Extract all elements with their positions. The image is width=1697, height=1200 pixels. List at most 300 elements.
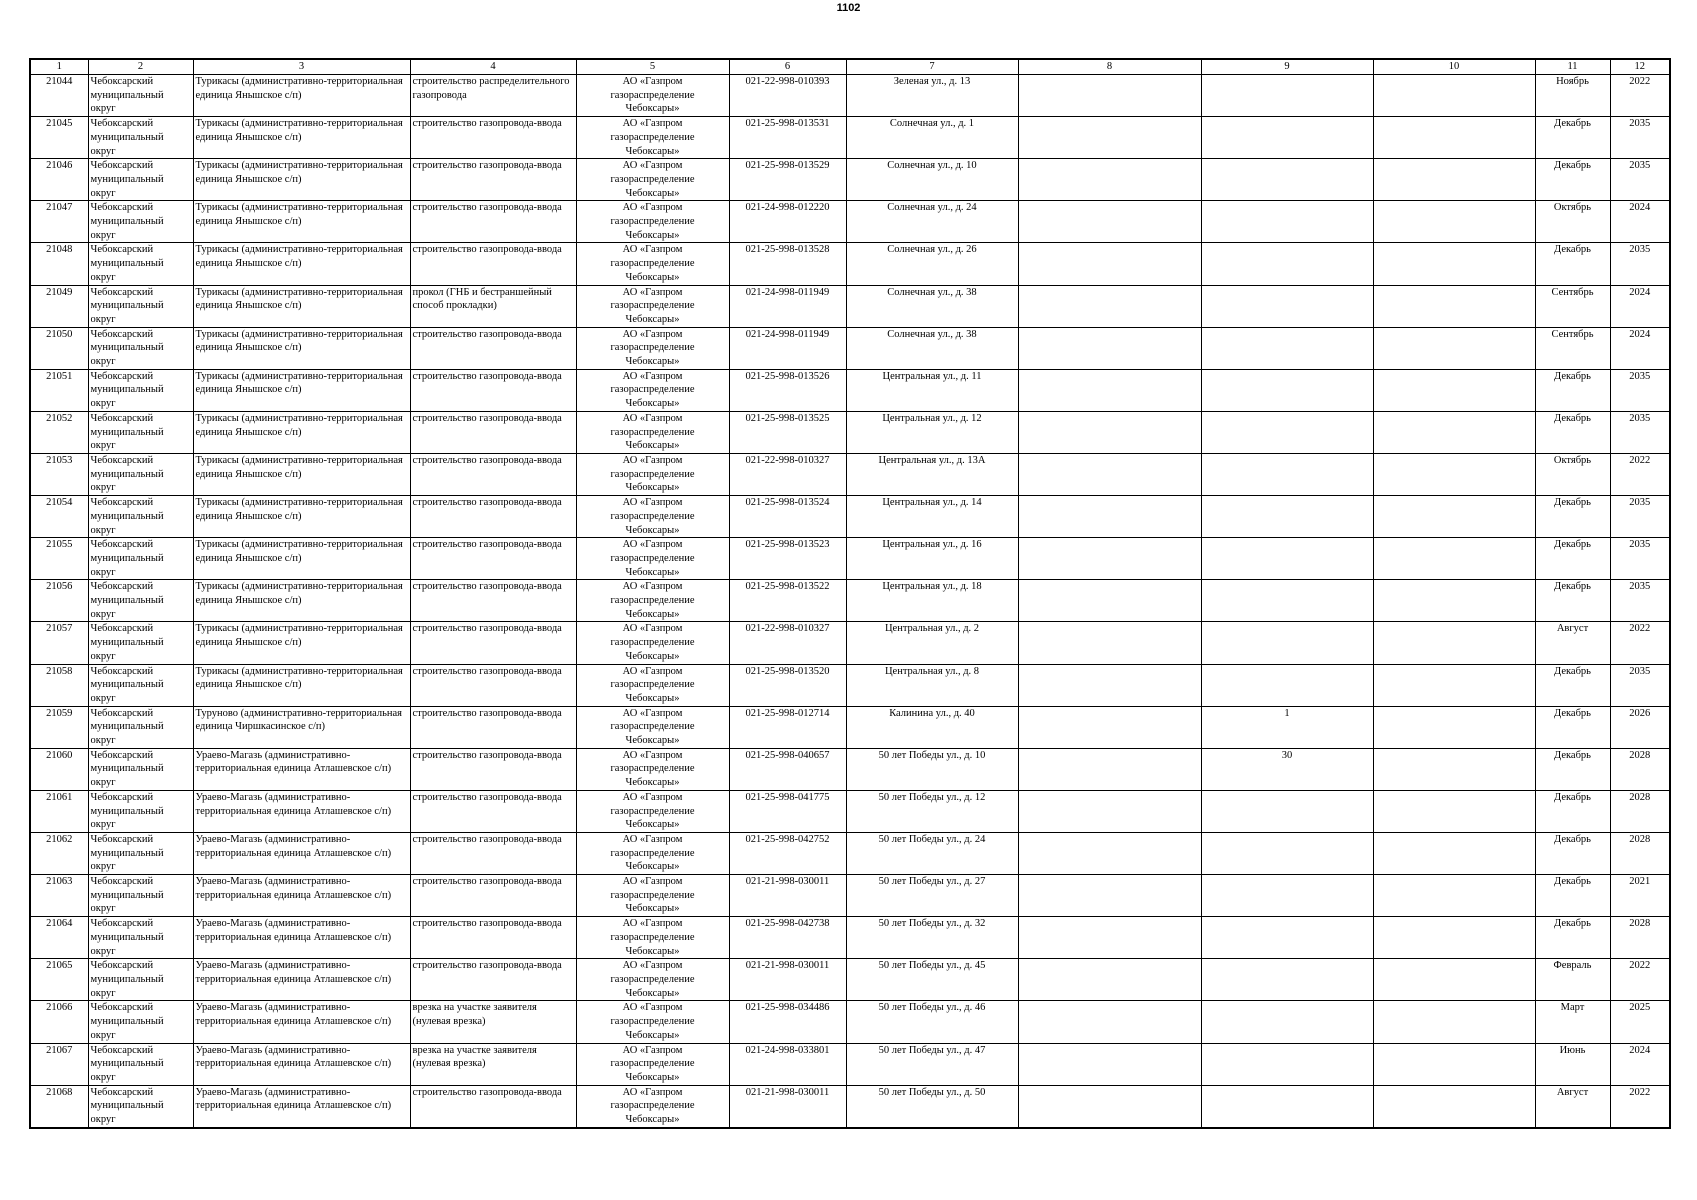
year-cell: 2028 bbox=[1610, 832, 1670, 874]
district-cell: Чебоксарский муниципальный округ bbox=[88, 748, 193, 790]
column-10-cell bbox=[1373, 243, 1535, 285]
table-row bbox=[30, 369, 1670, 411]
work-type-cell: врезка на участке заявителя (нулевая врезка) bbox=[410, 1001, 576, 1043]
year-cell: 2022 bbox=[1610, 622, 1670, 664]
locality-cell: Турикасы (административно-территориальная единица Янышское с/п) bbox=[193, 243, 410, 285]
object-code-cell: 021-25-998-041775 bbox=[729, 790, 846, 832]
row-number: 21045 bbox=[30, 117, 88, 159]
locality-cell: Турикасы (административно-территориальная единица Янышское с/п) bbox=[193, 201, 410, 243]
column-9-cell bbox=[1201, 1001, 1373, 1043]
column-8-cell bbox=[1018, 622, 1201, 664]
column-9-cell bbox=[1201, 917, 1373, 959]
month-cell: Декабрь bbox=[1535, 243, 1610, 285]
object-code-cell: 021-24-998-033801 bbox=[729, 1043, 846, 1085]
organization-cell: АО «Газпром газораспределение Чебоксары» bbox=[576, 790, 729, 832]
work-type-cell: строительство газопровода-ввода bbox=[410, 917, 576, 959]
organization-cell: АО «Газпром газораспределение Чебоксары» bbox=[576, 369, 729, 411]
organization-cell: АО «Газпром газораспределение Чебоксары» bbox=[576, 201, 729, 243]
district-cell: Чебоксарский муниципальный округ bbox=[88, 159, 193, 201]
address-cell: Центральная ул., д. 2 bbox=[846, 622, 1018, 664]
address-cell: Центральная ул., д. 14 bbox=[846, 496, 1018, 538]
object-code-cell: 021-25-998-013526 bbox=[729, 369, 846, 411]
district-cell: Чебоксарский муниципальный округ bbox=[88, 538, 193, 580]
row-number: 21064 bbox=[30, 917, 88, 959]
column-header-4: 4 bbox=[410, 59, 576, 75]
column-9-cell bbox=[1201, 453, 1373, 495]
month-cell: Ноябрь bbox=[1535, 75, 1610, 117]
work-type-cell: строительство газопровода-ввода bbox=[410, 496, 576, 538]
district-cell: Чебоксарский муниципальный округ bbox=[88, 917, 193, 959]
object-code-cell: 021-25-998-042752 bbox=[729, 832, 846, 874]
table-row bbox=[30, 327, 1670, 369]
district-cell: Чебоксарский муниципальный округ bbox=[88, 790, 193, 832]
gasification-table bbox=[29, 58, 1671, 1129]
object-code-cell: 021-21-998-030011 bbox=[729, 1085, 846, 1128]
locality-cell: Турикасы (административно-территориальная единица Янышское с/п) bbox=[193, 159, 410, 201]
row-number: 21049 bbox=[30, 285, 88, 327]
address-cell: Солнечная ул., д. 26 bbox=[846, 243, 1018, 285]
object-code-cell: 021-24-998-012220 bbox=[729, 201, 846, 243]
column-8-cell bbox=[1018, 117, 1201, 159]
table-row bbox=[30, 243, 1670, 285]
address-cell: 50 лет Победы ул., д. 12 bbox=[846, 790, 1018, 832]
organization-cell: АО «Газпром газораспределение Чебоксары» bbox=[576, 1085, 729, 1128]
object-code-cell: 021-22-998-010327 bbox=[729, 453, 846, 495]
locality-cell: Ураево-Магазь (административно-территориальная единица Атлашевское с/п) bbox=[193, 1085, 410, 1128]
year-cell: 2035 bbox=[1610, 664, 1670, 706]
table-row bbox=[30, 706, 1670, 748]
address-cell: 50 лет Победы ул., д. 27 bbox=[846, 875, 1018, 917]
district-cell: Чебоксарский муниципальный округ bbox=[88, 706, 193, 748]
year-cell: 2022 bbox=[1610, 959, 1670, 1001]
object-code-cell: 021-22-998-010327 bbox=[729, 622, 846, 664]
district-cell: Чебоксарский муниципальный округ bbox=[88, 117, 193, 159]
column-10-cell bbox=[1373, 832, 1535, 874]
column-9-cell bbox=[1201, 959, 1373, 1001]
month-cell: Декабрь bbox=[1535, 832, 1610, 874]
column-8-cell bbox=[1018, 832, 1201, 874]
district-cell: Чебоксарский муниципальный округ bbox=[88, 369, 193, 411]
table-row bbox=[30, 496, 1670, 538]
month-cell: Сентябрь bbox=[1535, 327, 1610, 369]
month-cell: Март bbox=[1535, 1001, 1610, 1043]
row-number: 21059 bbox=[30, 706, 88, 748]
column-9-cell bbox=[1201, 369, 1373, 411]
locality-cell: Турикасы (административно-территориальная единица Янышское с/п) bbox=[193, 75, 410, 117]
work-type-cell: строительство газопровода-ввода bbox=[410, 580, 576, 622]
organization-cell: АО «Газпром газораспределение Чебоксары» bbox=[576, 75, 729, 117]
table-row bbox=[30, 117, 1670, 159]
work-type-cell: строительство распределительного газопровода bbox=[410, 75, 576, 117]
row-number: 21067 bbox=[30, 1043, 88, 1085]
district-cell: Чебоксарский муниципальный округ bbox=[88, 285, 193, 327]
work-type-cell: строительство газопровода-ввода bbox=[410, 243, 576, 285]
address-cell: Солнечная ул., д. 24 bbox=[846, 201, 1018, 243]
object-code-cell: 021-22-998-010393 bbox=[729, 75, 846, 117]
column-header-5: 5 bbox=[576, 59, 729, 75]
organization-cell: АО «Газпром газораспределение Чебоксары» bbox=[576, 1001, 729, 1043]
locality-cell: Ураево-Магазь (административно-территориальная единица Атлашевское с/п) bbox=[193, 959, 410, 1001]
year-cell: 2022 bbox=[1610, 75, 1670, 117]
column-9-cell bbox=[1201, 496, 1373, 538]
object-code-cell: 021-25-998-013525 bbox=[729, 411, 846, 453]
address-cell: 50 лет Победы ул., д. 24 bbox=[846, 832, 1018, 874]
year-cell: 2022 bbox=[1610, 1085, 1670, 1128]
work-type-cell: строительство газопровода-ввода bbox=[410, 369, 576, 411]
table-row bbox=[30, 664, 1670, 706]
column-10-cell bbox=[1373, 159, 1535, 201]
address-cell: Калинина ул., д. 40 bbox=[846, 706, 1018, 748]
object-code-cell: 021-25-998-013528 bbox=[729, 243, 846, 285]
column-10-cell bbox=[1373, 1085, 1535, 1128]
address-cell: Зеленая ул., д. 13 bbox=[846, 75, 1018, 117]
row-number: 21050 bbox=[30, 327, 88, 369]
locality-cell: Ураево-Магазь (административно-территориальная единица Атлашевское с/п) bbox=[193, 1001, 410, 1043]
month-cell: Декабрь bbox=[1535, 790, 1610, 832]
table-row bbox=[30, 622, 1670, 664]
row-number: 21061 bbox=[30, 790, 88, 832]
table-row bbox=[30, 201, 1670, 243]
year-cell: 2024 bbox=[1610, 327, 1670, 369]
column-header-6: 6 bbox=[729, 59, 846, 75]
organization-cell: АО «Газпром газораспределение Чебоксары» bbox=[576, 832, 729, 874]
object-code-cell: 021-25-998-013520 bbox=[729, 664, 846, 706]
row-number: 21068 bbox=[30, 1085, 88, 1128]
column-8-cell bbox=[1018, 748, 1201, 790]
work-type-cell: строительство газопровода-ввода bbox=[410, 1085, 576, 1128]
year-cell: 2024 bbox=[1610, 1043, 1670, 1085]
object-code-cell: 021-25-998-034486 bbox=[729, 1001, 846, 1043]
column-header-1: 1 bbox=[30, 59, 88, 75]
column-8-cell bbox=[1018, 706, 1201, 748]
table-body bbox=[30, 75, 1670, 1128]
month-cell: Февраль bbox=[1535, 959, 1610, 1001]
address-cell: 50 лет Победы ул., д. 46 bbox=[846, 1001, 1018, 1043]
row-number: 21053 bbox=[30, 453, 88, 495]
work-type-cell: строительство газопровода-ввода bbox=[410, 117, 576, 159]
district-cell: Чебоксарский муниципальный округ bbox=[88, 832, 193, 874]
table-row bbox=[30, 285, 1670, 327]
year-cell: 2028 bbox=[1610, 790, 1670, 832]
column-8-cell bbox=[1018, 411, 1201, 453]
column-10-cell bbox=[1373, 917, 1535, 959]
address-cell: 50 лет Победы ул., д. 32 bbox=[846, 917, 1018, 959]
organization-cell: АО «Газпром газораспределение Чебоксары» bbox=[576, 622, 729, 664]
column-8-cell bbox=[1018, 664, 1201, 706]
address-cell: 50 лет Победы ул., д. 47 bbox=[846, 1043, 1018, 1085]
district-cell: Чебоксарский муниципальный округ bbox=[88, 75, 193, 117]
column-9-cell bbox=[1201, 664, 1373, 706]
work-type-cell: строительство газопровода-ввода bbox=[410, 664, 576, 706]
district-cell: Чебоксарский муниципальный округ bbox=[88, 453, 193, 495]
year-cell: 2024 bbox=[1610, 285, 1670, 327]
address-cell: 50 лет Победы ул., д. 10 bbox=[846, 748, 1018, 790]
column-10-cell bbox=[1373, 748, 1535, 790]
district-cell: Чебоксарский муниципальный округ bbox=[88, 959, 193, 1001]
page-number: 1102 bbox=[836, 2, 861, 14]
column-10-cell bbox=[1373, 496, 1535, 538]
work-type-cell: строительство газопровода-ввода bbox=[410, 453, 576, 495]
column-header-8: 8 bbox=[1018, 59, 1201, 75]
object-code-cell: 021-24-998-011949 bbox=[729, 285, 846, 327]
row-number: 21066 bbox=[30, 1001, 88, 1043]
column-9-cell bbox=[1201, 1085, 1373, 1128]
month-cell: Сентябрь bbox=[1535, 285, 1610, 327]
address-cell: 50 лет Победы ул., д. 50 bbox=[846, 1085, 1018, 1128]
year-cell: 2028 bbox=[1610, 748, 1670, 790]
column-8-cell bbox=[1018, 790, 1201, 832]
work-type-cell: строительство газопровода-ввода bbox=[410, 201, 576, 243]
row-number: 21056 bbox=[30, 580, 88, 622]
column-8-cell bbox=[1018, 201, 1201, 243]
district-cell: Чебоксарский муниципальный округ bbox=[88, 622, 193, 664]
organization-cell: АО «Газпром газораспределение Чебоксары» bbox=[576, 243, 729, 285]
column-9-cell bbox=[1201, 117, 1373, 159]
organization-cell: АО «Газпром газораспределение Чебоксары» bbox=[576, 411, 729, 453]
column-8-cell bbox=[1018, 1085, 1201, 1128]
column-8-cell bbox=[1018, 496, 1201, 538]
column-10-cell bbox=[1373, 706, 1535, 748]
locality-cell: Турикасы (административно-территориальная единица Янышское с/п) bbox=[193, 496, 410, 538]
work-type-cell: прокол (ГНБ и бестраншейный способ прокладки) bbox=[410, 285, 576, 327]
month-cell: Декабрь bbox=[1535, 159, 1610, 201]
row-number: 21058 bbox=[30, 664, 88, 706]
column-header-12: 12 bbox=[1610, 59, 1670, 75]
address-cell: Центральная ул., д. 13А bbox=[846, 453, 1018, 495]
column-9-cell bbox=[1201, 411, 1373, 453]
column-9-cell bbox=[1201, 1043, 1373, 1085]
table-row bbox=[30, 1043, 1670, 1085]
row-number: 21065 bbox=[30, 959, 88, 1001]
organization-cell: АО «Газпром газораспределение Чебоксары» bbox=[576, 959, 729, 1001]
table-row bbox=[30, 411, 1670, 453]
column-8-cell bbox=[1018, 959, 1201, 1001]
column-9-cell bbox=[1201, 580, 1373, 622]
district-cell: Чебоксарский муниципальный округ bbox=[88, 664, 193, 706]
column-10-cell bbox=[1373, 875, 1535, 917]
row-number: 21044 bbox=[30, 75, 88, 117]
locality-cell: Турикасы (административно-территориальная единица Янышское с/п) bbox=[193, 369, 410, 411]
column-8-cell bbox=[1018, 285, 1201, 327]
object-code-cell: 021-25-998-013523 bbox=[729, 538, 846, 580]
header-row bbox=[30, 59, 1670, 75]
column-8-cell bbox=[1018, 917, 1201, 959]
row-number: 21062 bbox=[30, 832, 88, 874]
work-type-cell: врезка на участке заявителя (нулевая врезка) bbox=[410, 1043, 576, 1085]
column-10-cell bbox=[1373, 201, 1535, 243]
table-row bbox=[30, 875, 1670, 917]
column-9-cell bbox=[1201, 201, 1373, 243]
column-10-cell bbox=[1373, 75, 1535, 117]
month-cell: Декабрь bbox=[1535, 706, 1610, 748]
organization-cell: АО «Газпром газораспределение Чебоксары» bbox=[576, 159, 729, 201]
column-10-cell bbox=[1373, 664, 1535, 706]
year-cell: 2025 bbox=[1610, 1001, 1670, 1043]
work-type-cell: строительство газопровода-ввода bbox=[410, 538, 576, 580]
column-9-cell bbox=[1201, 159, 1373, 201]
year-cell: 2035 bbox=[1610, 117, 1670, 159]
locality-cell: Турикасы (административно-территориальная единица Янышское с/п) bbox=[193, 117, 410, 159]
locality-cell: Турикасы (административно-территориальная единица Янышское с/п) bbox=[193, 538, 410, 580]
year-cell: 2035 bbox=[1610, 411, 1670, 453]
column-header-9: 9 bbox=[1201, 59, 1373, 75]
column-8-cell bbox=[1018, 875, 1201, 917]
work-type-cell: строительство газопровода-ввода bbox=[410, 327, 576, 369]
object-code-cell: 021-25-998-012714 bbox=[729, 706, 846, 748]
address-cell: Солнечная ул., д. 38 bbox=[846, 327, 1018, 369]
district-cell: Чебоксарский муниципальный округ bbox=[88, 1043, 193, 1085]
object-code-cell: 021-25-998-013531 bbox=[729, 117, 846, 159]
row-number: 21060 bbox=[30, 748, 88, 790]
column-8-cell bbox=[1018, 327, 1201, 369]
table-header bbox=[30, 59, 1670, 75]
month-cell: Декабрь bbox=[1535, 538, 1610, 580]
organization-cell: АО «Газпром газораспределение Чебоксары» bbox=[576, 453, 729, 495]
address-cell: Центральная ул., д. 18 bbox=[846, 580, 1018, 622]
locality-cell: Турикасы (административно-территориальная единица Янышское с/п) bbox=[193, 411, 410, 453]
organization-cell: АО «Газпром газораспределение Чебоксары» bbox=[576, 285, 729, 327]
year-cell: 2035 bbox=[1610, 496, 1670, 538]
locality-cell: Ураево-Магазь (административно-территориальная единица Атлашевское с/п) bbox=[193, 917, 410, 959]
row-number: 21046 bbox=[30, 159, 88, 201]
month-cell: Декабрь bbox=[1535, 917, 1610, 959]
object-code-cell: 021-21-998-030011 bbox=[729, 875, 846, 917]
organization-cell: АО «Газпром газораспределение Чебоксары» bbox=[576, 1043, 729, 1085]
row-number: 21057 bbox=[30, 622, 88, 664]
column-header-2: 2 bbox=[88, 59, 193, 75]
column-10-cell bbox=[1373, 117, 1535, 159]
row-number: 21054 bbox=[30, 496, 88, 538]
table-row bbox=[30, 159, 1670, 201]
column-10-cell bbox=[1373, 411, 1535, 453]
month-cell: Август bbox=[1535, 1085, 1610, 1128]
work-type-cell: строительство газопровода-ввода bbox=[410, 159, 576, 201]
year-cell: 2035 bbox=[1610, 580, 1670, 622]
column-8-cell bbox=[1018, 453, 1201, 495]
address-cell: Солнечная ул., д. 10 bbox=[846, 159, 1018, 201]
organization-cell: АО «Газпром газораспределение Чебоксары» bbox=[576, 580, 729, 622]
work-type-cell: строительство газопровода-ввода bbox=[410, 748, 576, 790]
column-9-cell bbox=[1201, 243, 1373, 285]
column-10-cell bbox=[1373, 285, 1535, 327]
locality-cell: Ураево-Магазь (административно-территориальная единица Атлашевское с/п) bbox=[193, 832, 410, 874]
month-cell: Декабрь bbox=[1535, 580, 1610, 622]
column-9-cell bbox=[1201, 790, 1373, 832]
table-row bbox=[30, 832, 1670, 874]
locality-cell: Ураево-Магазь (административно-территориальная единица Атлашевское с/п) bbox=[193, 790, 410, 832]
work-type-cell: строительство газопровода-ввода bbox=[410, 959, 576, 1001]
work-type-cell: строительство газопровода-ввода bbox=[410, 411, 576, 453]
organization-cell: АО «Газпром газораспределение Чебоксары» bbox=[576, 875, 729, 917]
column-10-cell bbox=[1373, 1043, 1535, 1085]
address-cell: 50 лет Победы ул., д. 45 bbox=[846, 959, 1018, 1001]
organization-cell: АО «Газпром газораспределение Чебоксары» bbox=[576, 538, 729, 580]
locality-cell: Ураево-Магазь (административно-территориальная единица Атлашевское с/п) bbox=[193, 748, 410, 790]
year-cell: 2022 bbox=[1610, 453, 1670, 495]
month-cell: Декабрь bbox=[1535, 369, 1610, 411]
organization-cell: АО «Газпром газораспределение Чебоксары» bbox=[576, 664, 729, 706]
district-cell: Чебоксарский муниципальный округ bbox=[88, 496, 193, 538]
locality-cell: Турикасы (административно-территориальная единица Янышское с/п) bbox=[193, 622, 410, 664]
year-cell: 2035 bbox=[1610, 243, 1670, 285]
organization-cell: АО «Газпром газораспределение Чебоксары» bbox=[576, 917, 729, 959]
column-header-3: 3 bbox=[193, 59, 410, 75]
row-number: 21047 bbox=[30, 201, 88, 243]
district-cell: Чебоксарский муниципальный округ bbox=[88, 411, 193, 453]
organization-cell: АО «Газпром газораспределение Чебоксары» bbox=[576, 327, 729, 369]
column-10-cell bbox=[1373, 538, 1535, 580]
district-cell: Чебоксарский муниципальный округ bbox=[88, 875, 193, 917]
column-8-cell bbox=[1018, 580, 1201, 622]
month-cell: Октябрь bbox=[1535, 453, 1610, 495]
district-cell: Чебоксарский муниципальный округ bbox=[88, 327, 193, 369]
column-9-cell: 30 bbox=[1201, 748, 1373, 790]
object-code-cell: 021-25-998-013529 bbox=[729, 159, 846, 201]
column-9-cell bbox=[1201, 538, 1373, 580]
object-code-cell: 021-25-998-042738 bbox=[729, 917, 846, 959]
table-row bbox=[30, 1085, 1670, 1128]
table-row bbox=[30, 453, 1670, 495]
organization-cell: АО «Газпром газораспределение Чебоксары» bbox=[576, 496, 729, 538]
column-9-cell: 1 bbox=[1201, 706, 1373, 748]
column-8-cell bbox=[1018, 75, 1201, 117]
row-number: 21063 bbox=[30, 875, 88, 917]
locality-cell: Ураево-Магазь (административно-территориальная единица Атлашевское с/п) bbox=[193, 1043, 410, 1085]
year-cell: 2024 bbox=[1610, 201, 1670, 243]
object-code-cell: 021-25-998-040657 bbox=[729, 748, 846, 790]
column-9-cell bbox=[1201, 327, 1373, 369]
column-10-cell bbox=[1373, 622, 1535, 664]
address-cell: Центральная ул., д. 16 bbox=[846, 538, 1018, 580]
table-row bbox=[30, 75, 1670, 117]
address-cell: Солнечная ул., д. 38 bbox=[846, 285, 1018, 327]
month-cell: Декабрь bbox=[1535, 117, 1610, 159]
month-cell: Декабрь bbox=[1535, 748, 1610, 790]
year-cell: 2021 bbox=[1610, 875, 1670, 917]
object-code-cell: 021-24-998-011949 bbox=[729, 327, 846, 369]
column-9-cell bbox=[1201, 622, 1373, 664]
column-header-11: 11 bbox=[1535, 59, 1610, 75]
locality-cell: Туруново (административно-территориальная единица Чиршкасинское с/п) bbox=[193, 706, 410, 748]
locality-cell: Турикасы (административно-территориальная единица Янышское с/п) bbox=[193, 327, 410, 369]
column-10-cell bbox=[1373, 327, 1535, 369]
table-row bbox=[30, 1001, 1670, 1043]
district-cell: Чебоксарский муниципальный округ bbox=[88, 243, 193, 285]
locality-cell: Турикасы (административно-территориальная единица Янышское с/п) bbox=[193, 285, 410, 327]
address-cell: Солнечная ул., д. 1 bbox=[846, 117, 1018, 159]
table-row bbox=[30, 959, 1670, 1001]
work-type-cell: строительство газопровода-ввода bbox=[410, 706, 576, 748]
column-8-cell bbox=[1018, 243, 1201, 285]
year-cell: 2028 bbox=[1610, 917, 1670, 959]
month-cell: Декабрь bbox=[1535, 496, 1610, 538]
column-9-cell bbox=[1201, 832, 1373, 874]
table-row bbox=[30, 538, 1670, 580]
table-row bbox=[30, 580, 1670, 622]
month-cell: Декабрь bbox=[1535, 875, 1610, 917]
organization-cell: АО «Газпром газораспределение Чебоксары» bbox=[576, 706, 729, 748]
column-8-cell bbox=[1018, 369, 1201, 411]
work-type-cell: строительство газопровода-ввода bbox=[410, 790, 576, 832]
column-9-cell bbox=[1201, 75, 1373, 117]
object-code-cell: 021-25-998-013524 bbox=[729, 496, 846, 538]
work-type-cell: строительство газопровода-ввода bbox=[410, 832, 576, 874]
row-number: 21048 bbox=[30, 243, 88, 285]
work-type-cell: строительство газопровода-ввода bbox=[410, 875, 576, 917]
column-9-cell bbox=[1201, 875, 1373, 917]
column-8-cell bbox=[1018, 1001, 1201, 1043]
column-10-cell bbox=[1373, 1001, 1535, 1043]
